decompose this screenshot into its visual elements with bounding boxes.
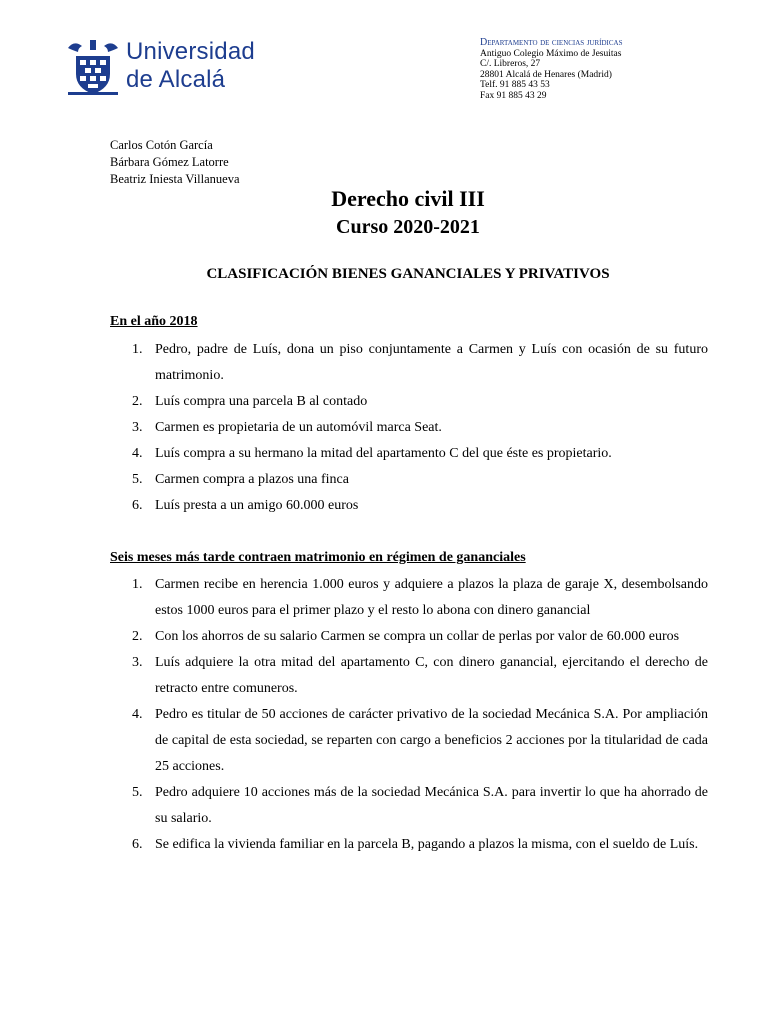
course-year: Curso 2020-2021 <box>336 216 480 238</box>
course-title: Derecho civil III <box>331 186 485 211</box>
list-number: 2. <box>132 394 143 409</box>
list-item <box>110 493 708 519</box>
author-name: Beatriz Iniesta Villanueva <box>110 172 240 186</box>
section-heading-2018: En el año 2018 <box>110 314 198 329</box>
list-item-text: Luís compra una parcela B al contado <box>155 394 368 409</box>
list-number: 4. <box>132 707 143 722</box>
list-item-text: Con los ahorros de su salario Carmen se compra un collar de perlas por valor de 60.000 euros <box>155 629 680 644</box>
department-title: Departamento de ciencias jurídicas <box>480 37 623 48</box>
list-item <box>110 702 708 780</box>
department-line: Antiguo Colegio Máximo de Jesuitas <box>480 48 622 59</box>
list-number: 5. <box>132 785 143 800</box>
list-item-text: Pedro es titular de 50 acciones de carácter privativo de la sociedad Mecánica S.A. Por ampliación de capital de esta sociedad, se reparten con cargo a beneficios 2 acciones por la titularidad de cada 25 acciones. <box>155 707 708 774</box>
list-item-text: Se edifica la vivienda familiar en la parcela B, pagando a plazos la misma, con el sueldo de Luís. <box>155 837 699 852</box>
department-line: 28801 Alcalá de Henares (Madrid) <box>480 69 612 80</box>
list-number: 6. <box>132 837 143 852</box>
list-number: 4. <box>132 446 143 461</box>
list-item <box>110 337 708 389</box>
list-marriage <box>110 572 708 858</box>
list-item <box>110 415 708 441</box>
list-item-text: Luís adquiere la otra mitad del apartamento C, con dinero ganancial, ejercitando el derecho de retracto entre comuneros. <box>155 655 708 696</box>
list-number: 5. <box>132 472 143 487</box>
list-number: 1. <box>132 577 143 592</box>
topic-title: CLASIFICACIÓN BIENES GANANCIALES Y PRIVATIVOS <box>206 266 610 282</box>
university-logo <box>64 38 264 100</box>
list-item-text: Pedro adquiere 10 acciones más de la sociedad Mecánica S.A. para invertir lo que ha ahorrado de su salario. <box>155 785 708 826</box>
list-item <box>110 832 708 858</box>
section-heading-marriage: Seis meses más tarde contraen matrimonio en régimen de gananciales <box>110 550 526 565</box>
list-item <box>110 467 708 493</box>
author-name: Carlos Cotón García <box>110 138 213 152</box>
author-name: Bárbara Gómez Latorre <box>110 155 229 169</box>
list-item <box>110 650 708 702</box>
department-line: C/. Libreros, 27 <box>480 59 541 70</box>
department-line: Fax 91 885 43 29 <box>480 90 547 101</box>
list-item-text: Pedro, padre de Luís, dona un piso conjuntamente a Carmen y Luís con ocasión de su futuro matrimonio. <box>155 342 708 383</box>
list-item-text: Carmen es propietaria de un automóvil marca Seat. <box>155 420 442 435</box>
department-line: Telf. 91 885 43 53 <box>480 80 550 91</box>
list-number: 6. <box>132 498 143 513</box>
list-item <box>110 572 708 624</box>
list-number: 1. <box>132 342 143 357</box>
list-item-text: Luís presta a un amigo 60.000 euros <box>155 498 359 513</box>
university-crest-icon <box>64 38 122 98</box>
list-item-text: Carmen compra a plazos una finca <box>155 472 349 487</box>
list-number: 3. <box>132 420 143 435</box>
list-item <box>110 441 708 467</box>
list-item <box>110 389 708 415</box>
department-address <box>480 38 622 102</box>
list-number: 2. <box>132 629 143 644</box>
list-item <box>110 780 708 832</box>
list-item-text: Luís compra a su hermano la mitad del apartamento C del que éste es propietario. <box>155 446 612 461</box>
university-name-line-1: Universidad <box>126 38 255 65</box>
list-item <box>110 624 708 650</box>
authors-list <box>110 137 240 188</box>
list-item-text: Carmen recibe en herencia 1.000 euros y adquiere a plazos la plaza de garaje X, desembolsando estos 1000 euros para el primer plazo y el resto lo abona con dinero ganancial <box>155 577 708 618</box>
university-name-line-2: de Alcalá <box>126 66 226 93</box>
university-name <box>126 38 255 94</box>
list-2018 <box>110 337 708 519</box>
list-number: 3. <box>132 655 143 670</box>
